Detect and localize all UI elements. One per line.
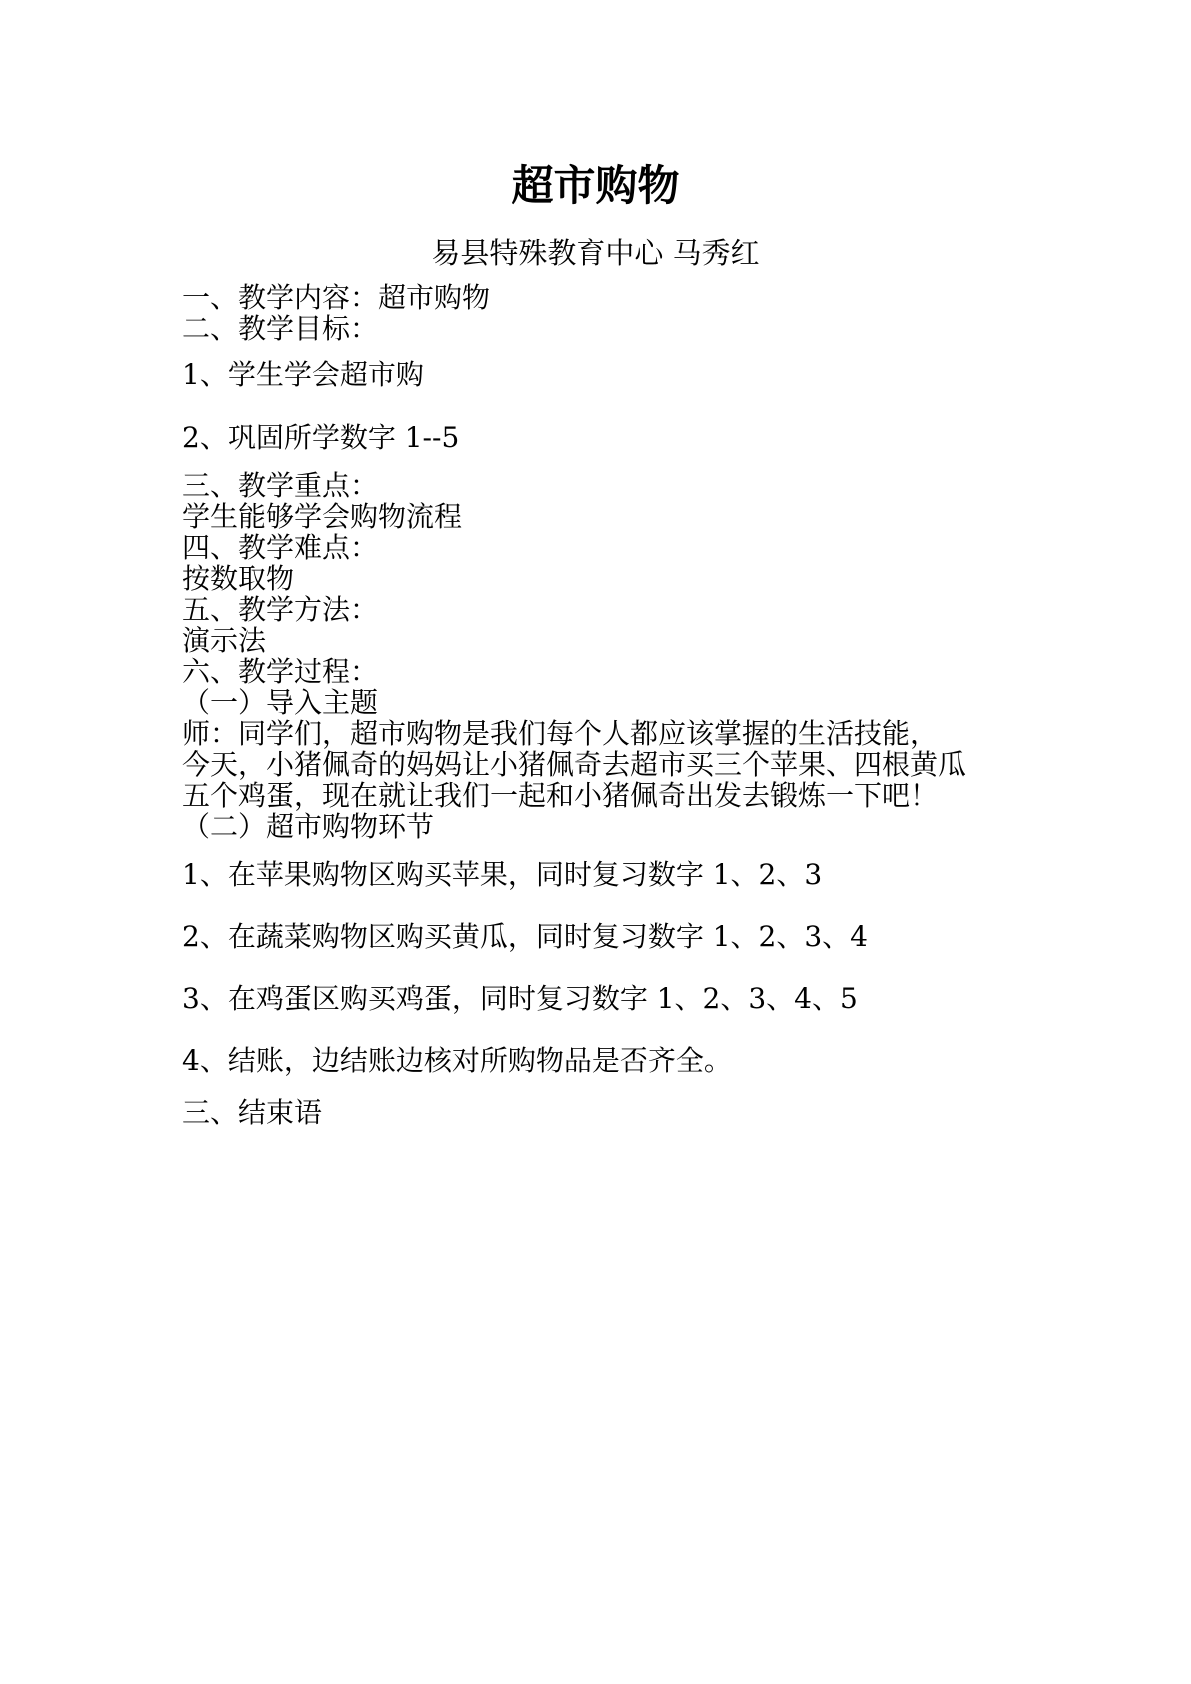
paragraph-line-2: 今天，小猪佩奇的妈妈让小猪佩奇去超市买三个苹果、四根黄瓜 — [182, 748, 967, 781]
paragraph-line-1: 师：同学们，超市购物是我们每个人都应该掌握的生活技能， — [182, 717, 939, 750]
difficulties-text: 按数取物 — [182, 562, 295, 595]
section-heading-difficulties: 四、教学难点： — [182, 531, 379, 564]
objective-item-2: 2、巩固所学数字 1--5 — [182, 421, 460, 454]
section-heading-key-points: 三、教学重点： — [182, 469, 379, 502]
shopping-step-3: 3、在鸡蛋区购买鸡蛋，同时复习数字 1、2、3、4、5 — [182, 982, 858, 1015]
document-title: 超市购物 — [511, 161, 680, 210]
key-points-text: 学生能够学会购物流程 — [182, 500, 463, 533]
subsection-heading-intro: （一）导入主题 — [182, 686, 379, 719]
section-heading-closing: 三、结束语 — [182, 1096, 323, 1129]
document-author: 易县特殊教育中心 马秀红 — [431, 236, 760, 270]
section-heading-content: 一、教学内容：超市购物 — [182, 281, 491, 314]
shopping-step-2: 2、在蔬菜购物区购买黄瓜，同时复习数字 1、2、3、4 — [182, 920, 868, 953]
paragraph-line-3: 五个鸡蛋，现在就让我们一起和小猪佩奇出发去锻炼一下吧！ — [182, 779, 939, 812]
section-heading-objectives: 二、教学目标： — [182, 312, 379, 345]
shopping-step-1: 1、在苹果购物区购买苹果，同时复习数字 1、2、3 — [182, 858, 823, 891]
shopping-step-4: 4、结账，边结账边核对所购物品是否齐全。 — [182, 1044, 732, 1077]
section-heading-process: 六、教学过程： — [182, 655, 379, 688]
subsection-heading-shopping: （二）超市购物环节 — [182, 810, 435, 843]
section-heading-methods: 五、教学方法： — [182, 593, 379, 626]
methods-text: 演示法 — [182, 624, 267, 657]
objective-item-1: 1、学生学会超市购 — [182, 358, 424, 391]
